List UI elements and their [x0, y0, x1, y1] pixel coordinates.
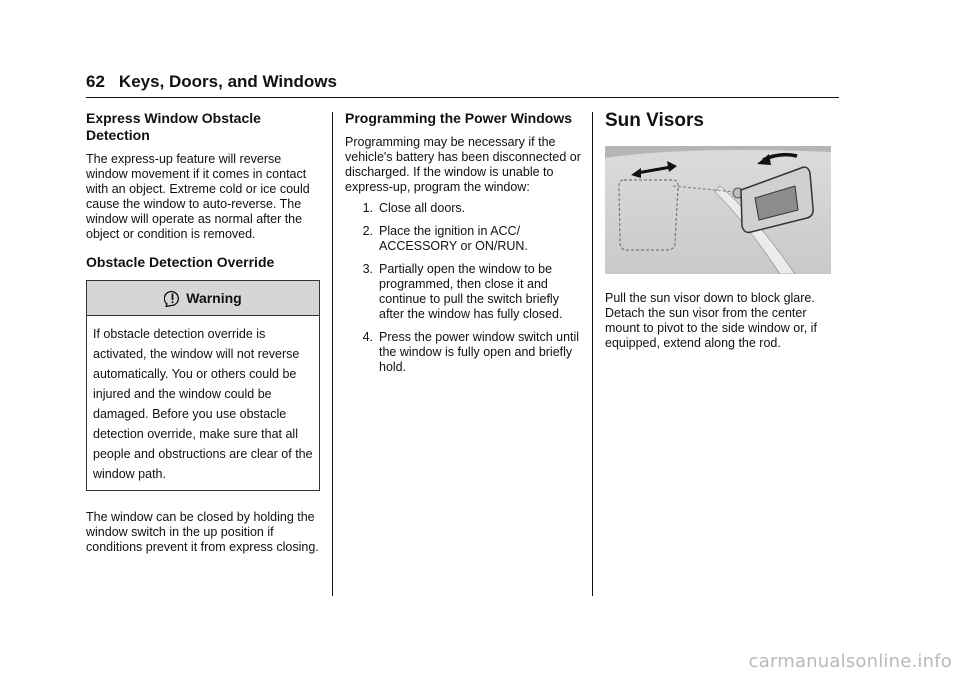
warning-box — [86, 280, 320, 491]
column-divider-2 — [592, 112, 593, 596]
sun-visor-illustration — [605, 146, 831, 274]
programming-intro: Programming may be necessary if the vehicle's battery has been disconnected or discharged. If the window is unable to express-up, program the window: — [345, 135, 581, 194]
close-window-paragraph: The window can be closed by holding the window switch in the up position if conditions prevent it from express closing. — [86, 510, 319, 554]
column-1 — [86, 110, 320, 555]
page-header — [86, 72, 337, 92]
watermark-text: carmanualsonline.info — [748, 651, 952, 672]
list-item: 1. Close all doors. — [362, 201, 466, 215]
list-item: 3. Partially open the window to be programmed, then close it and continue to pull the switch briefly after the window has fully closed. — [362, 262, 563, 321]
list-item: 4. Press the power window switch until the window is fully open and briefly hold. — [362, 330, 580, 374]
express-window-paragraph: The express-up feature will reverse window movement if it comes in contact with an object. Extreme cold or ice could cause the window to auto-reverse. The window will operate as normal after the object or condition is removed. — [86, 152, 310, 241]
warning-header — [87, 281, 319, 316]
programming-heading: Programming the Power Windows — [345, 110, 573, 126]
column-3 — [605, 110, 839, 351]
obstacle-override-heading: Obstacle Detection Override — [86, 254, 275, 270]
page-number: 62 — [86, 72, 105, 91]
header-rule — [86, 97, 839, 98]
list-item: 2. Place the ignition in ACC/ ACCESSORY or ON/RUN. — [362, 224, 528, 253]
column-divider-1 — [332, 112, 333, 596]
column-2 — [345, 110, 581, 383]
sun-visor-paragraph: Pull the sun visor down to block glare. Detach the sun visor from the center mount to pivot to the side window or, if equipped, extend along the rod. — [605, 291, 817, 350]
section-title: Keys, Doors, and Windows — [118, 72, 337, 91]
warning-title: Warning — [186, 290, 242, 306]
sun-visors-heading: Sun Visors — [605, 110, 704, 131]
warning-icon — [164, 290, 181, 307]
express-window-heading: Express Window Obstacle Detection — [86, 110, 261, 143]
warning-text: If obstacle detection override is activated, the window will not reverse automatically. You or others could be injured and the window could be damaged. Before you use obstacle detection override, make sure that all people and obstructions are clear of the window path. — [93, 327, 313, 481]
programming-steps — [345, 201, 581, 375]
